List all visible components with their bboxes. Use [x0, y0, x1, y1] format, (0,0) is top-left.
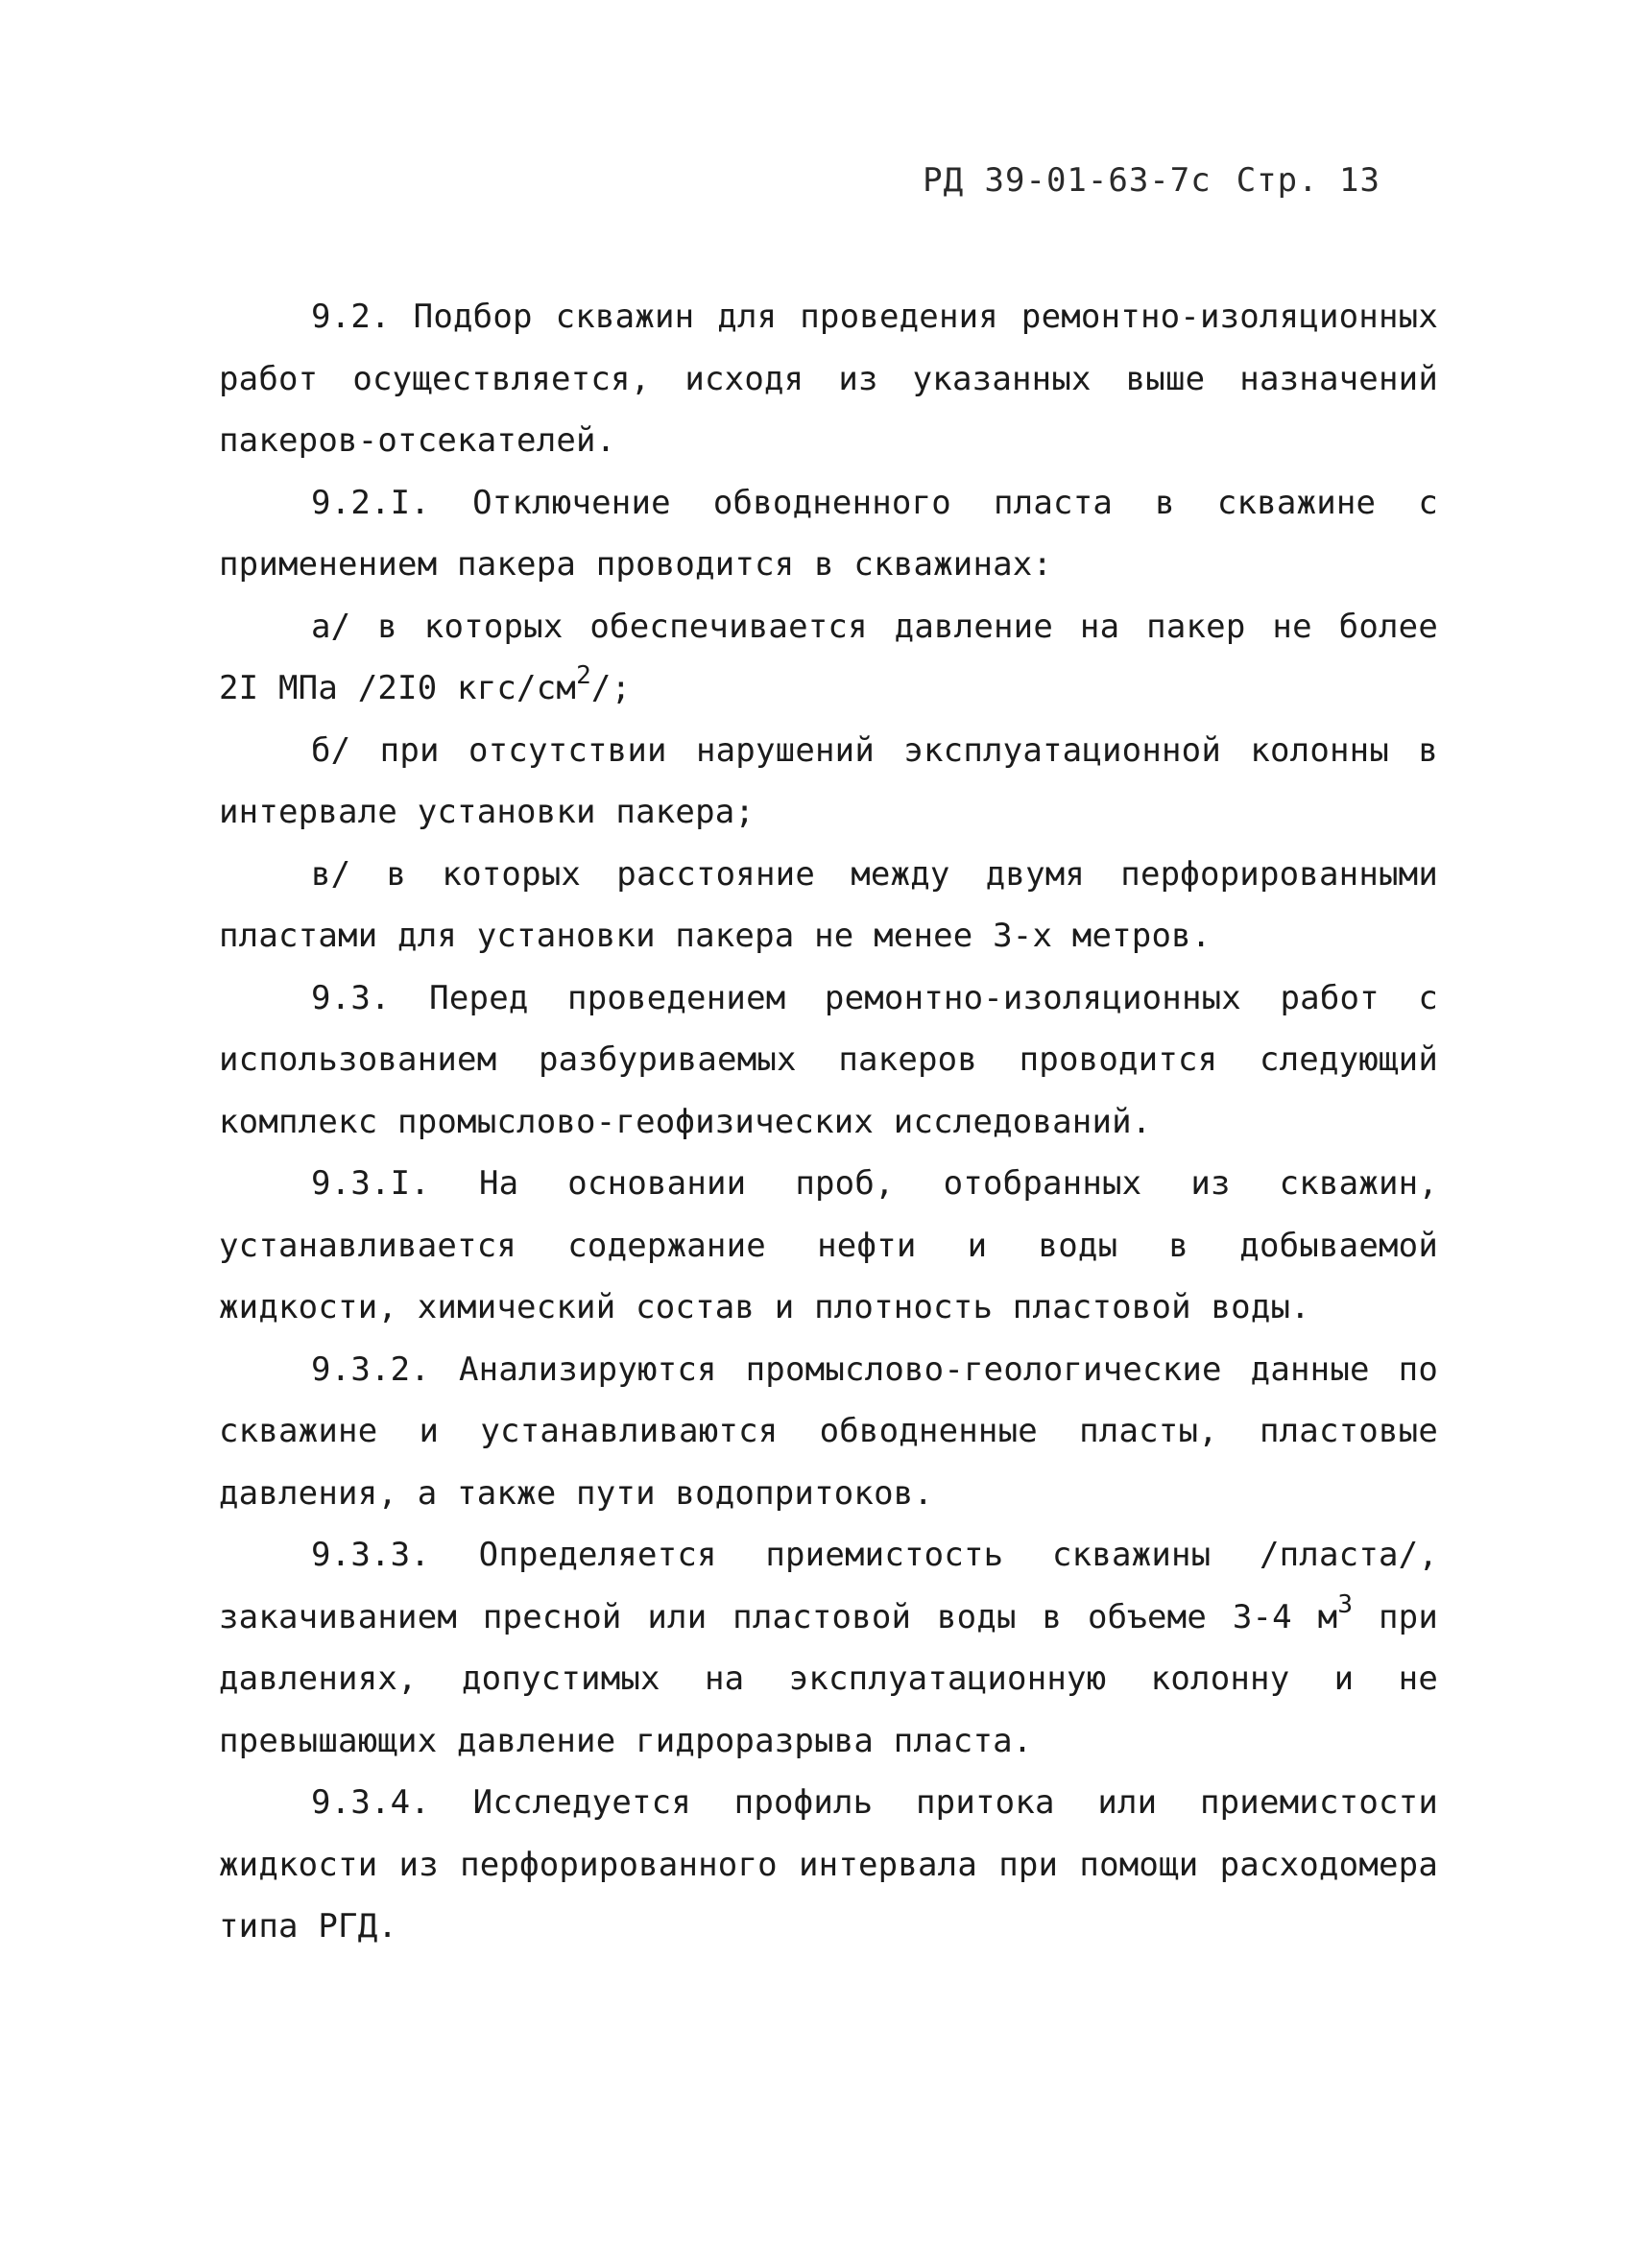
page-header [923, 161, 1380, 200]
list-item-a-text: а/ в которых обеспечивается давление на пакер не более 2I МПа /2I0 кгс/см [219, 607, 1438, 707]
list-item-a-tail: /; [590, 669, 632, 707]
document-body [219, 286, 1438, 1958]
paragraph-9-3-3-text: 9.3.3. Определяется приемистость скважины /пласта/, закачиванием пресной или пластовой воды в объеме 3-4 м [219, 1536, 1438, 1636]
paragraph-9-2-1: 9.2.I. Отключение обводненного пласта в скважине с применением пакера проводится в скважинах: [219, 483, 1438, 584]
list-item-v: в/ в которых расстояние между двумя перфорированными пластами для установки пакера не менее 3-х метров. [219, 854, 1438, 955]
document-code: РД 39-01-63-7с [923, 161, 1212, 200]
superscript-cube: 3 [1337, 1589, 1354, 1619]
list-item-b: б/ при отсутствии нарушений эксплуатационной колонны в интервале установки пакера; [219, 730, 1438, 831]
page-number: Стр. 13 [1236, 161, 1380, 200]
paragraph-9-3-2: 9.3.2. Анализируются промыслово-геологические данные по скважине и устанавливаются обводненные пласты, пластовые давления, а также пути водопритоков. [219, 1349, 1438, 1513]
paragraph-9-2: 9.2. Подбор скважин для проведения ремонтно-изоляционных работ осуществляется, исходя из указанных выше назначений пакеров-отсекателей. [219, 298, 1438, 460]
paragraph-9-3: 9.3. Перед проведением ремонтно-изоляционных работ с использованием разбуриваемых пакеров проводится следующий комплекс промыслово-геофизических исследований. [219, 978, 1438, 1141]
superscript-square: 2 [576, 661, 591, 690]
list-item-a [219, 596, 1438, 720]
paragraph-9-3-3-tail: при давлениях, допустимых на эксплуатационную колонну и не превышающих давление гидроразрыва пласта. [219, 1597, 1438, 1760]
paragraph-9-3-3 [219, 1524, 1438, 1772]
paragraph-9-3-4: 9.3.4. Исследуется профиль притока или приемистости жидкости из перфорированного интервала при помощи расходомера типа РГД. [219, 1783, 1438, 1946]
paragraph-9-3-1: 9.3.I. На основании проб, отобранных из скважин, устанавливается содержание нефти и воды в добываемой жидкости, химический состав и плотность пластовой воды. [219, 1164, 1438, 1326]
